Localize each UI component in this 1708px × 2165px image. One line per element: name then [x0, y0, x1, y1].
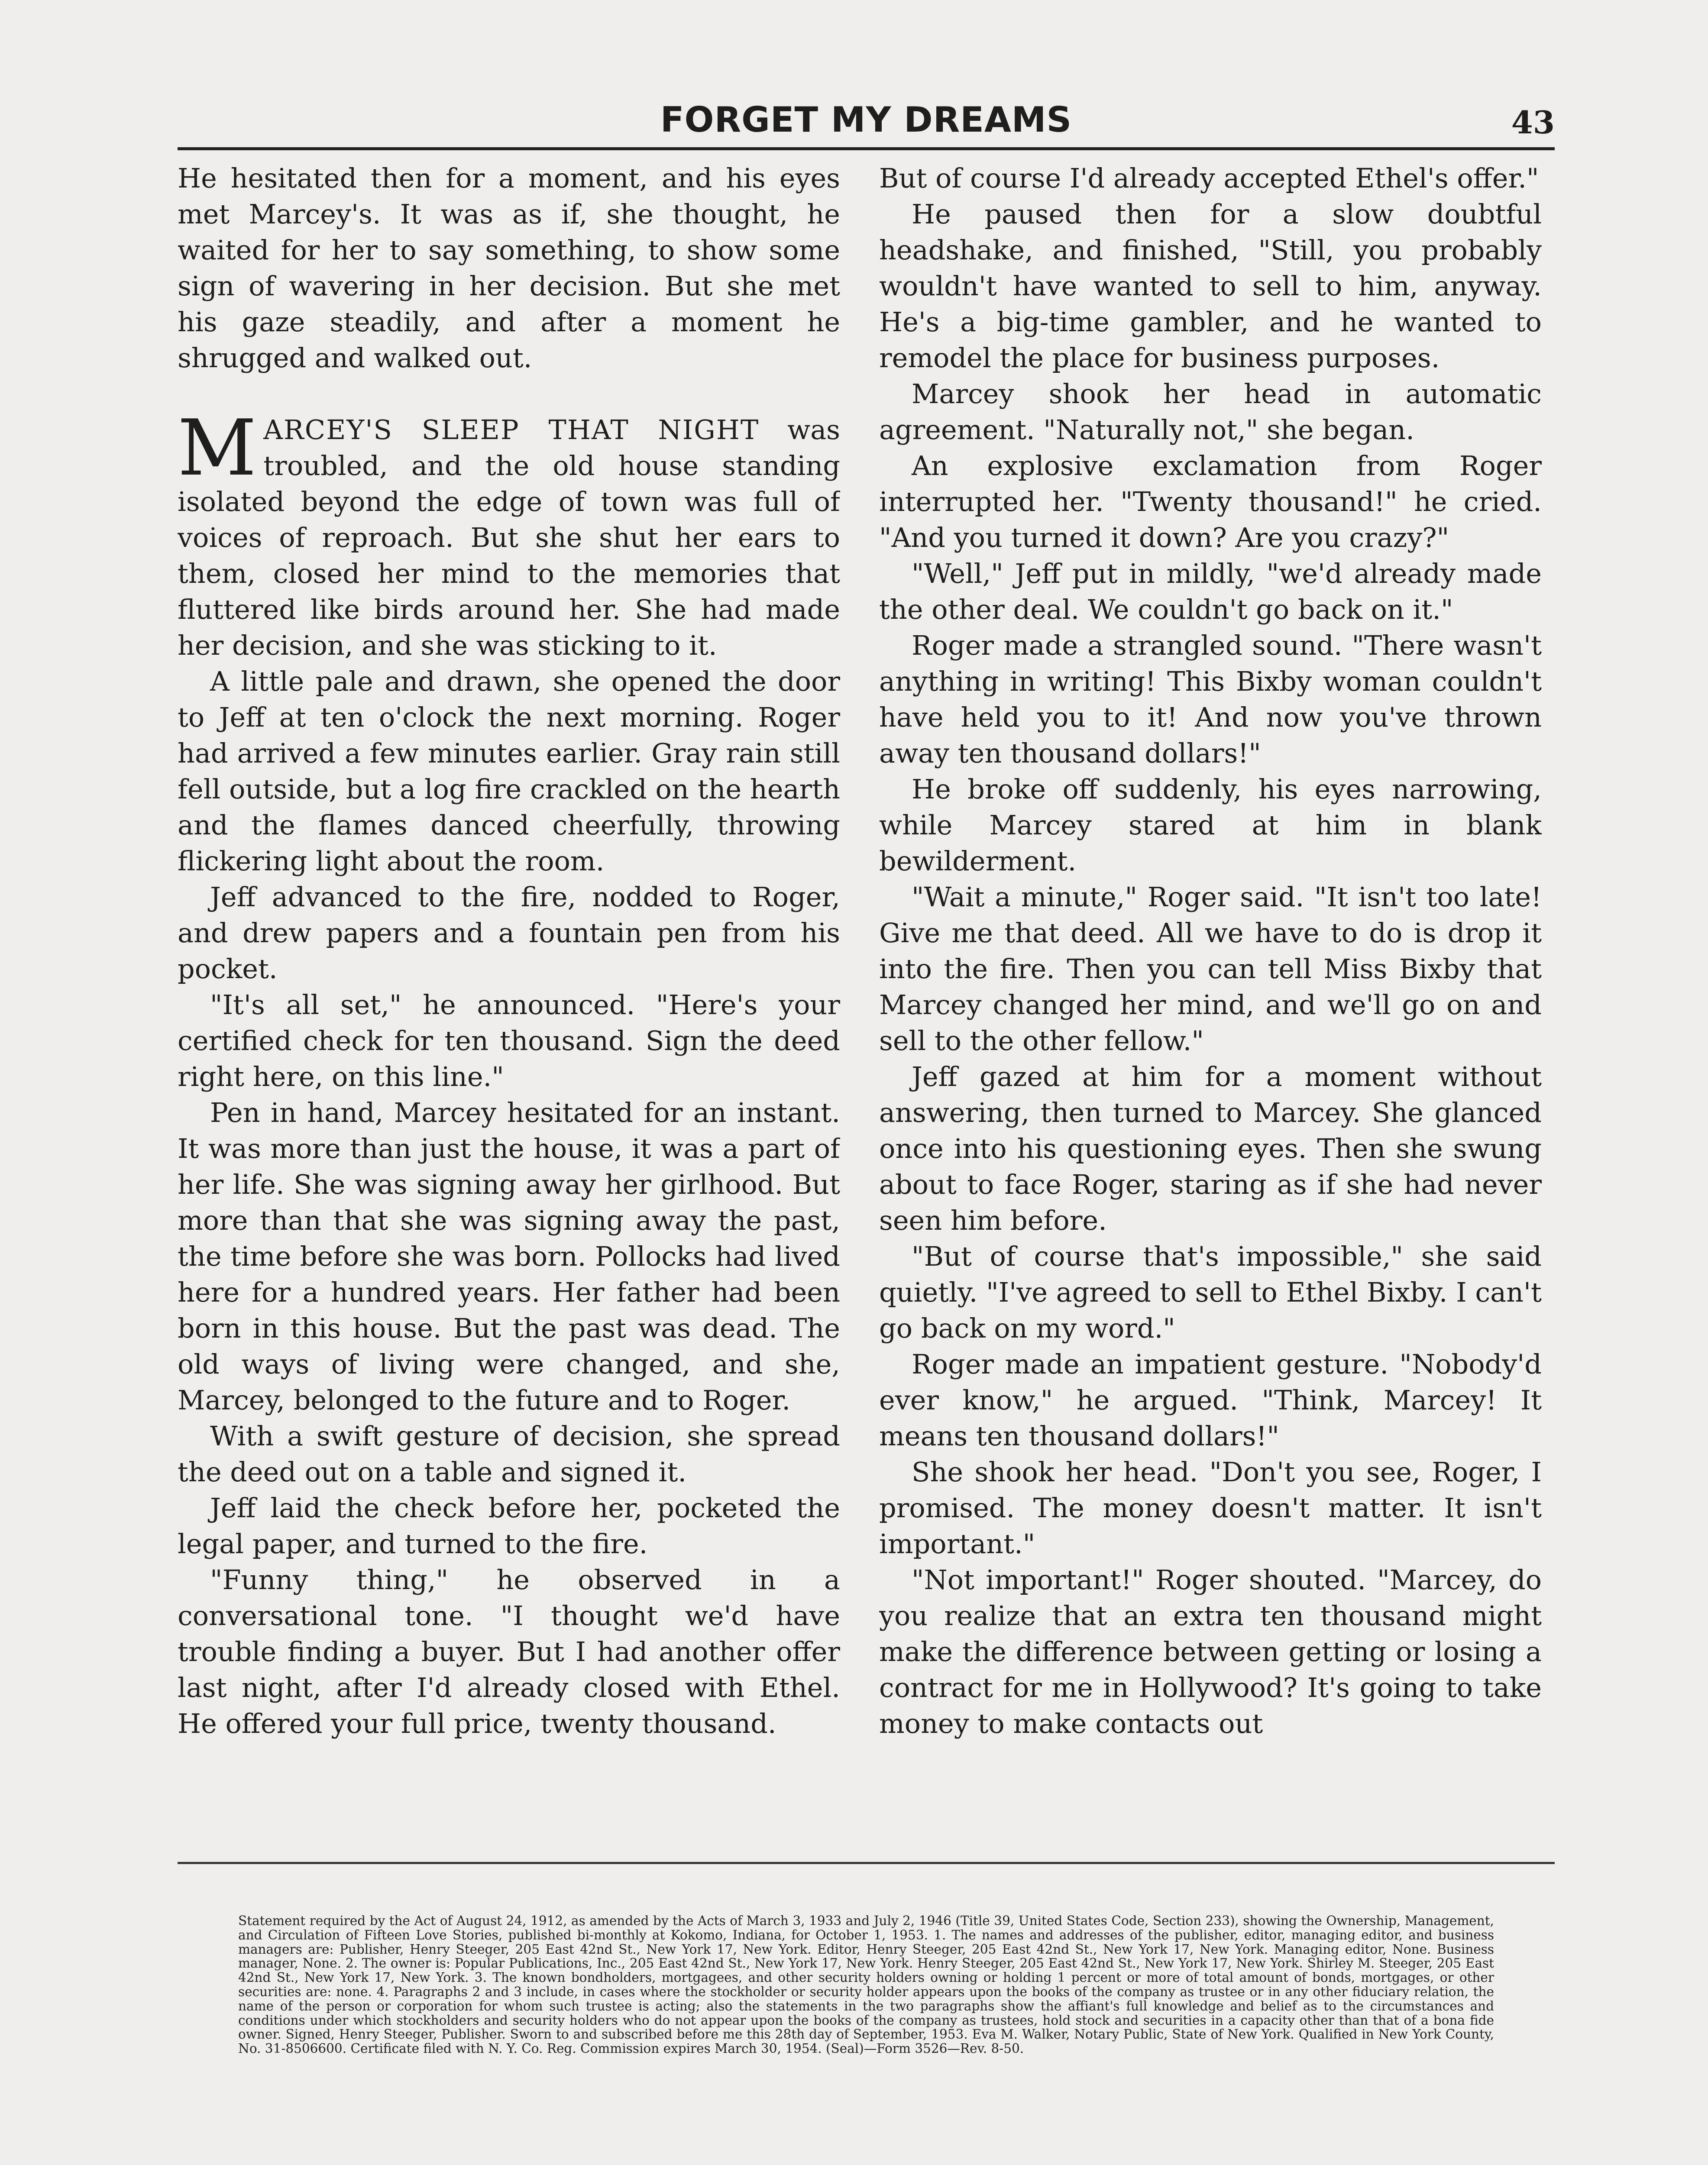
paragraph: "But of course that's impossible," she said quietly. "I've agreed to sell to Ethel Bixby. I can't go back on my word." — [879, 1241, 1542, 1344]
paragraph: Jeff gazed at him for a moment without answering, then turned to Marcey. She glanced once into his questioning eyes. Then she swung about to face Roger, staring as if she had never seen him before. — [879, 1061, 1542, 1236]
paragraph: "It's all set," he announced. "Here's your certified check for ten thousand. Sign the deed right here, on this line." — [178, 989, 840, 1092]
ownership-statement — [238, 1914, 1494, 2165]
section-lead-in: ARCEY'S SLEEP THAT NIGHT — [263, 414, 760, 446]
paragraph: With a swift gesture of decision, she spread the deed out on a table and signed it. — [178, 1420, 840, 1488]
left-column — [178, 160, 840, 1827]
paragraph: But of course I'd already accepted Ethel's offer." — [879, 162, 1539, 194]
paragraph: "Wait a minute," Roger said. "It isn't too late! Give me that deed. All we have to do is drop it into the fire. Then you can tell Miss Bixby that Marcey changed her mind, and we'll go on and sell to the other fellow." — [879, 881, 1542, 1057]
paragraph: Jeff laid the check before her, pocketed the legal paper, and turned to the fire. — [178, 1492, 840, 1560]
paragraph: "Funny thing," he observed in a conversational tone. "I thought we'd have trouble finding a buyer. But I had another offer last night, after I'd already closed with Ethel. He offered your full price, twenty thousand. — [178, 1564, 840, 1739]
paragraph: He hesitated then for a moment, and his eyes met Marcey's. It was as if, she thought, he waited for her to say something, to show some sign of wavering in her decision. But she met his gaze steadily, and after a moment he shrugged and walked out. — [178, 162, 840, 374]
paragraph: He broke off suddenly, his eyes narrowing, while Marcey stared at him in blank bewilderment. — [879, 773, 1542, 877]
paragraph: An explosive exclamation from Roger interrupted her. "Twenty thousand!" he cried. "And you turned it down? Are you crazy?" — [879, 450, 1542, 553]
running-title: FORGET MY DREAMS — [660, 100, 1072, 140]
paragraph: Marcey shook her head in automatic agreement. "Naturally not," she began. — [879, 378, 1542, 446]
section-opening-paragraph — [178, 403, 840, 663]
paragraph: Roger made an impatient gesture. "Nobody'd ever know," he argued. "Think, Marcey! It means ten thousand dollars!" — [879, 1348, 1542, 1452]
statement-text: Statement required by the Act of August 24, 1912, as amended by the Acts of March 3, 1933 and July 2, 1946 (Title 39, United States Code, Section 233), showing the Ownership, Management, and Circulation of Fifteen Love Stories, published bi-monthly at Kokomo, Indiana, for October 1, 1953. 1. The names and addresses of the publisher, editor, managing editor, and business managers are: Publisher, Henry Steeger, 205 East 42nd St., New York 17, New York. Editor, Henry Steeger, 205 East 42nd St., New York 17, New York. Managing editor, None. Business manager, None. 2. The owner is: Popular Publications, Inc., 205 East 42nd St., New York 17, New York. Henry Steeger, 205 East 42nd St., New York 17, New York. Shirley M. Steeger, 205 East 42nd St., New York 17, New York. 3. The known bondholders, mortgagees, and other security holders owning or holding 1 percent or more of total amount of bonds, mortgages, or other securities are: none. 4. Paragraphs 2 and 3 include, in cases where the stockholder or security holder appears upon the books of the company as trustee or in any other fiduciary relation, the name of the person or corporation for whom such trustee is acting; also the statements in the two paragraphs show the affiant's full knowledge and belief as to the circumstances and conditions under which stockholders and security holders who do not appear upon the books of the company as trustees, hold stock and securities in a capacity other than that of a bona fide owner. Signed, Henry Steeger, Publisher. Sworn to and subscribed before me this 28th day of September, 1953. Eva M. Walker, Notary Public, State of New York. Qualified in New York County, No. 31-8506600. Certificate filed with N. Y. Co. Reg. Commission expires March 30, 1954. (Seal)—Form 3526—Rev. 8-50. — [238, 1914, 1494, 2056]
paragraph: Jeff advanced to the fire, nodded to Roger, and drew papers and a fountain pen from his pocket. — [178, 881, 840, 985]
section-opening-text: was troubled, and the old house standing isolated beyond the edge of town was full of voices of reproach. But she shut her ears to them, closed her mind to the memories that fluttered like birds around her. She had made her decision, and she was sticking to it. — [178, 414, 840, 661]
page-number: 43 — [1511, 104, 1555, 141]
drop-cap: M — [178, 403, 257, 493]
header-rule — [178, 147, 1555, 150]
right-column — [879, 160, 1542, 1827]
paragraph: He paused then for a slow doubtful headshake, and finished, "Still, you probably wouldn't have wanted to sell to him, anyway. He's a big-time gambler, and he wanted to remodel the place for business purposes. — [879, 198, 1542, 374]
paragraph: She shook her head. "Don't you see, Roger, I promised. The money doesn't matter. It isn't important." — [879, 1456, 1542, 1560]
paragraph: "Not important!" Roger shouted. "Marcey, do you realize that an extra ten thousand might make the difference between getting or losing a contract for me in Hollywood? It's going to take money to make contacts out — [879, 1564, 1542, 1739]
paragraph: Pen in hand, Marcey hesitated for an instant. It was more than just the house, it was a part of her life. She was signing away her girlhood. But more than that she was signing away the past, the time before she was born. Pollocks had lived here for a hundred years. Her father had been born in this house. But the past was dead. The old ways of living were changed, and she, Marcey, belonged to the future and to Roger. — [178, 1097, 840, 1416]
paragraph: "Well," Jeff put in mildly, "we'd already made the other deal. We couldn't go back on it." — [879, 558, 1542, 625]
paragraph: A little pale and drawn, she opened the door to Jeff at ten o'clock the next morning. Roger had arrived a few minutes earlier. Gray rain still fell outside, but a log fire crackled on the hearth and the flames danced cheerfully, throwing flickering light about the room. — [178, 666, 840, 877]
paragraph: Roger made a strangled sound. "There wasn't anything in writing! This Bixby woman couldn't have held you to it! And now you've thrown away ten thousand dollars!" — [879, 630, 1542, 769]
footer-rule — [178, 1862, 1555, 1864]
page-header — [178, 91, 1555, 147]
